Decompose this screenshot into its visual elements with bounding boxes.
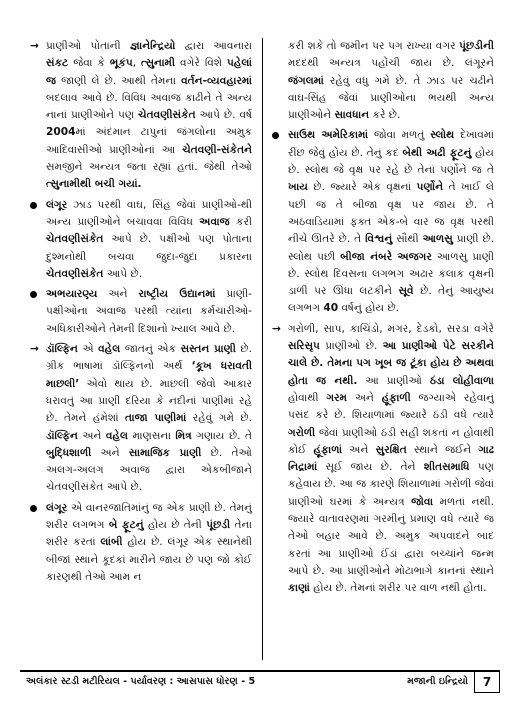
bold-term: સાવધાન bbox=[334, 109, 370, 122]
text-run: તેના શરીર કરતાં bbox=[46, 519, 252, 549]
bold-term: ડૉલ્ફિન bbox=[46, 343, 78, 356]
text-run: રહેવું ગમે છે. bbox=[186, 412, 252, 425]
bold-term: ત્સુનામી bbox=[141, 57, 176, 70]
bold-term: કાણાં bbox=[288, 582, 310, 595]
text-run: અને bbox=[91, 446, 129, 459]
text-run: એ વાનરજાતિમાંનું જ એક પ્રાણી છે. તેમનું શરીર લગભગ bbox=[46, 501, 252, 532]
bold-term: ડૉલ્ફિન bbox=[46, 429, 78, 442]
bold-term: અવાજ bbox=[199, 215, 230, 228]
text-run: મળતાં નથી. જ્યારે વાતાવરણમાં ગરમીનું પ્રમાણ વધે ત્યારે જ તેઓ બહાર આવે છે. અમુક અપવાદને બાદ કરતાં આ પ્રાણીઓ ઈંડાં દ્વારા બચ્ચાંને જન્મ આપે છે. આ પ્રાણીઓને મોટાભાગે કાનનાં સ્થાને bbox=[288, 495, 494, 577]
text-run: અને bbox=[77, 429, 106, 442]
bold-term: બેથી અઢી ફૂટનું bbox=[402, 146, 472, 159]
text-run: જાતનું એક bbox=[120, 343, 181, 356]
text-run: જગ્યાએ રહેવાનું પસંદ કરે છે. શિયાળામાં જ્યારે ઠંડી વધે ત્યારે bbox=[288, 391, 494, 422]
paragraph bbox=[30, 500, 252, 586]
text-run: સૌથી bbox=[392, 233, 423, 246]
text-run: હોવાથી bbox=[288, 391, 327, 404]
text-run: જોવા મળતું bbox=[368, 129, 431, 142]
text-run: એવો થાય છે. માછલી જેવો આકાર ધરાવતું આ પ્રાણી દરિયા કે નદીનાં પાણીમાં રહે છે. તેમને હંમેશાં bbox=[46, 377, 252, 425]
text-run: આળસુ પ્રાણી છે. સ્લોથ દિવસના લગભગ અઢાર કલાક વૃક્ષની ડાળી પર ઊંધા લટકીને bbox=[288, 250, 495, 298]
text-run: એ bbox=[77, 343, 99, 356]
arrow-icon: → bbox=[272, 322, 281, 335]
bold-term: ખાય bbox=[288, 181, 308, 194]
text-run: બદલાવ આવે છે. વિવિધ અવાજ કાઢીને તે અન્ય નાનાં પ્રાણીઓને પણ bbox=[46, 91, 252, 122]
bold-term: વિશ્વનું bbox=[365, 233, 393, 246]
text-run: સમજીને અન્યત્ર જતા રહ્યાં હતાં. જેથી તેઓ bbox=[46, 161, 252, 174]
text-run: આ પ્રાણીઓ bbox=[357, 374, 430, 387]
bold-term: રાષ્ટ્રીય ઉદ્યાનમાં bbox=[138, 288, 216, 301]
bold-term: સંકટ bbox=[46, 57, 69, 70]
text-run: હોય છે. તેમનાં શરીર પર વાળ નથી હોતા. bbox=[309, 582, 487, 595]
text-run: પણ કહેવાય છે. આ જ કારણે શિયાળામાં ગરોળી જેવાં પ્રાણીઓ ઘરમાં કે અન્યત્ર bbox=[288, 461, 494, 508]
text-run: મદદથી અન્યત્ર પહોંચી જાય છે. લંગૂરને bbox=[288, 57, 494, 70]
bold-term: હૂંફાળી bbox=[381, 391, 411, 404]
bold-term: બીજા નંબરે અજગર bbox=[340, 250, 432, 263]
text-run: જેવાં પ્રાણીઓ ઠંડી સહી શકતાં ન હોવાથી કોઈ bbox=[288, 426, 494, 456]
bold-term: સરિસૃપ bbox=[288, 340, 320, 353]
text-run: છે. તેઓ અલગ-અલગ અવાજ દ્વારા એકબીજાને ચેતવણીસંકેત આપે છે. bbox=[46, 446, 253, 494]
paragraph bbox=[272, 127, 494, 317]
text-run: સૂઈ જાય છે. તેને bbox=[317, 461, 424, 474]
bold-term: પર્ણોને bbox=[416, 181, 444, 194]
text-run: તે ખાઈ લે પછી જ તે બીજા વૃક્ષ પર જાય છે. તે અઠવાડિયામાં ફક્ત એક-બે વાર જ વૃક્ષ પરથી નીચે ઊતરે છે. તે bbox=[288, 181, 494, 246]
bold-term: વર્તન-વ્યવહારમાં bbox=[181, 74, 252, 87]
page-footer bbox=[20, 670, 500, 692]
text-run: પ્રાણી છે. સ્લોથ પછી bbox=[288, 233, 494, 263]
bold-term: અભયારણ્ય bbox=[46, 288, 98, 301]
bold-term: ઠંડા લોહીવાળા bbox=[429, 374, 494, 387]
text-run: અને bbox=[342, 443, 376, 456]
column-divider bbox=[262, 38, 263, 660]
bullet-dot-icon bbox=[30, 286, 44, 304]
bold-term: પહેલાં જ bbox=[46, 57, 252, 87]
paragraph bbox=[30, 286, 252, 338]
bold-term: સાઉથ અમેરિકામાં bbox=[288, 129, 369, 142]
left-column bbox=[30, 38, 252, 589]
text-run: પ્રાણીઓ છે. bbox=[319, 340, 383, 353]
bold-term: ત્સુનામીથી બચી ગયાં. bbox=[46, 178, 142, 191]
text-run: આપે છે. વર્ષ bbox=[195, 109, 252, 122]
bold-term: વહેલ bbox=[98, 343, 121, 356]
text-run: ગરોળી, સાપ, કાચિંડો, મગર, દેડકો, સરડા વગેરે bbox=[288, 322, 494, 335]
text-run: દ્વારા આવનારા bbox=[175, 40, 253, 52]
bold-term: લાંબી bbox=[100, 536, 123, 549]
text-run: માં અંદમાન ટાપુનાં જંગલોના અમુક આદિવાસીઓ પ્રાણીઓનાં આ bbox=[46, 126, 252, 156]
bold-term: સામાજિક પ્રાણી bbox=[128, 446, 202, 459]
text-run: રહેવું વધુ ગમે છે. તે ઝાડ પર ચઢીને વાઘ-સિંહ જેવાં પ્રાણીઓના ભયથી અન્ય પ્રાણીઓને bbox=[288, 74, 494, 122]
bold-term: ગરમ bbox=[326, 391, 348, 404]
text-run: જેવા કે bbox=[68, 57, 110, 70]
text-run: કરી bbox=[229, 215, 252, 228]
bold-term: સસ્તન પ્રાણી bbox=[180, 343, 236, 356]
bold-term: 2004 bbox=[46, 126, 76, 139]
text-run: દેખાવમાં રીંછ જેવું હોય છે. તેનું કદ bbox=[288, 129, 494, 159]
paragraph bbox=[30, 341, 252, 497]
text-run: હોય છે. લંગૂર એક સ્થાનેથી બીજાં સ્થાને કૂદકાં મારીને જાય છે પણ જો કોઈ કારણથી તેઓ આમ ન bbox=[46, 536, 252, 583]
bold-term: લંગૂર bbox=[46, 198, 68, 211]
text-run: કરી શકે તો જમીન પર પગ રાખ્યા વગર bbox=[288, 40, 460, 52]
bold-term: હૂંફાળાં bbox=[313, 443, 343, 456]
text-run: વગેરે વિશે bbox=[175, 57, 227, 70]
bold-term: જ્ઞાનેન્દ્રિયો bbox=[129, 40, 176, 52]
text-run: સ્થાને જઈને bbox=[406, 443, 479, 456]
text-run: છે. તેનું આયુષ્ય લગભગ bbox=[288, 285, 494, 315]
bold-term: ચેતવણીસંકેત bbox=[46, 267, 104, 280]
bold-term: બુદ્ધિશાળી bbox=[46, 446, 92, 459]
bold-term: ચેતવણી-સંકેતને bbox=[182, 143, 252, 156]
text-run: , bbox=[132, 57, 142, 70]
right-column bbox=[272, 38, 494, 601]
paragraph bbox=[272, 38, 494, 124]
text-run: વર્ષનું હોય છે. bbox=[338, 302, 400, 315]
bold-term: ચેતવણીસંકેત bbox=[138, 109, 196, 122]
text-run: પ્રાણી-પક્ષીઓના અવાજ પરથી ત્યાંના કર્મચારીઓ-અધિકારીઓને તેમની દિશાનો ખ્યાલ આવે છે. bbox=[46, 288, 252, 335]
text-run: ઝાડ પરથી વાઘ, સિંહ જેવાં પ્રાણીઓ-થી અન્ય પ્રાણીઓને બચાવવા વિવિધ bbox=[46, 198, 252, 228]
bold-term: ચેતવણીસંકેત bbox=[46, 233, 104, 246]
bold-term: આ પ્રાણીઓ પેટે સરકીને ચાલે છે. તેમના પગ ખૂબ જ ટૂંકા હોય છે અથવા હોતા જ નથી. bbox=[288, 340, 494, 387]
bold-term: પૂંછડી bbox=[206, 519, 231, 532]
arrow-icon: → bbox=[30, 40, 39, 52]
bold-term: સ્લોથ bbox=[430, 129, 455, 142]
bold-term: ગરોળી bbox=[288, 426, 316, 439]
bullet-dot-icon bbox=[30, 197, 44, 215]
page-number: 7 bbox=[474, 672, 500, 693]
text-run: આપે છે. bbox=[103, 267, 143, 280]
text-run: હોય છે તેની bbox=[143, 519, 207, 532]
bold-term: પૂંછડીની bbox=[459, 40, 494, 52]
bullet-dot-icon bbox=[30, 500, 44, 518]
bullet-dot-icon bbox=[272, 127, 286, 145]
text-run: ગણાય છે. તે bbox=[191, 429, 252, 442]
bold-term: વહેલ bbox=[105, 429, 129, 442]
text-run: આપે છે. પક્ષીઓ પણ પોતાના દુશ્મનોથી બચવા જુદા-જુદા પ્રકારના bbox=[46, 233, 252, 263]
bold-term: ‘કૂખ ધરાવતી માછલી’ bbox=[46, 360, 252, 390]
bold-term: ભૂકંપ bbox=[109, 57, 133, 70]
footer-book-title: અલંકાર સ્ટડી મટીરિયલ - પર્યાવરણ : આસપાસ ધોરણ - 5 bbox=[26, 676, 256, 687]
text-run: છે. જ્યારે એક વૃક્ષનાં bbox=[307, 181, 417, 194]
text-run: અને bbox=[97, 288, 139, 301]
bold-term: મિત્ર bbox=[175, 429, 192, 442]
bold-term: ગાઢ નિદ્રામાં bbox=[288, 443, 494, 474]
arrow-icon: → bbox=[30, 343, 39, 356]
bold-term: શીતસમાધિ bbox=[423, 461, 470, 474]
text-run: પ્રાણીઓ પોતાની bbox=[46, 40, 130, 52]
bold-term: 40 bbox=[323, 302, 339, 315]
bold-term: તાજા પાણીમાં bbox=[125, 412, 187, 425]
bold-term: બે ફૂટનું bbox=[108, 519, 144, 532]
bold-term: સુરક્ષિત bbox=[375, 443, 407, 456]
bold-term: સૂવે bbox=[398, 285, 414, 298]
bold-term: આળસુ bbox=[422, 233, 453, 246]
bold-term: જોવા bbox=[411, 495, 434, 508]
text-run: અને bbox=[347, 391, 382, 404]
text-run: હોય છે. સ્લોથ જે વૃક્ષ પર રહે છે તેનાં પર્ણોને જ તે bbox=[288, 146, 494, 177]
bold-term: લંગૂર bbox=[46, 501, 68, 514]
text-run: કરે છે. bbox=[369, 109, 401, 122]
text-run: જાણી લે છે. આથી તેમના bbox=[56, 74, 182, 87]
footer-chapter-title: મજાની ઇન્દ્રિયો bbox=[407, 676, 468, 687]
text-run: છે. ગ્રીક ભાષામાં ડૉલ્ફિનનો અર્થ bbox=[46, 343, 252, 373]
bold-term: જંગલમાં bbox=[288, 74, 324, 87]
paragraph bbox=[272, 321, 494, 598]
text-run: માણસના bbox=[128, 429, 176, 442]
paragraph bbox=[30, 197, 252, 283]
paragraph bbox=[30, 38, 252, 194]
